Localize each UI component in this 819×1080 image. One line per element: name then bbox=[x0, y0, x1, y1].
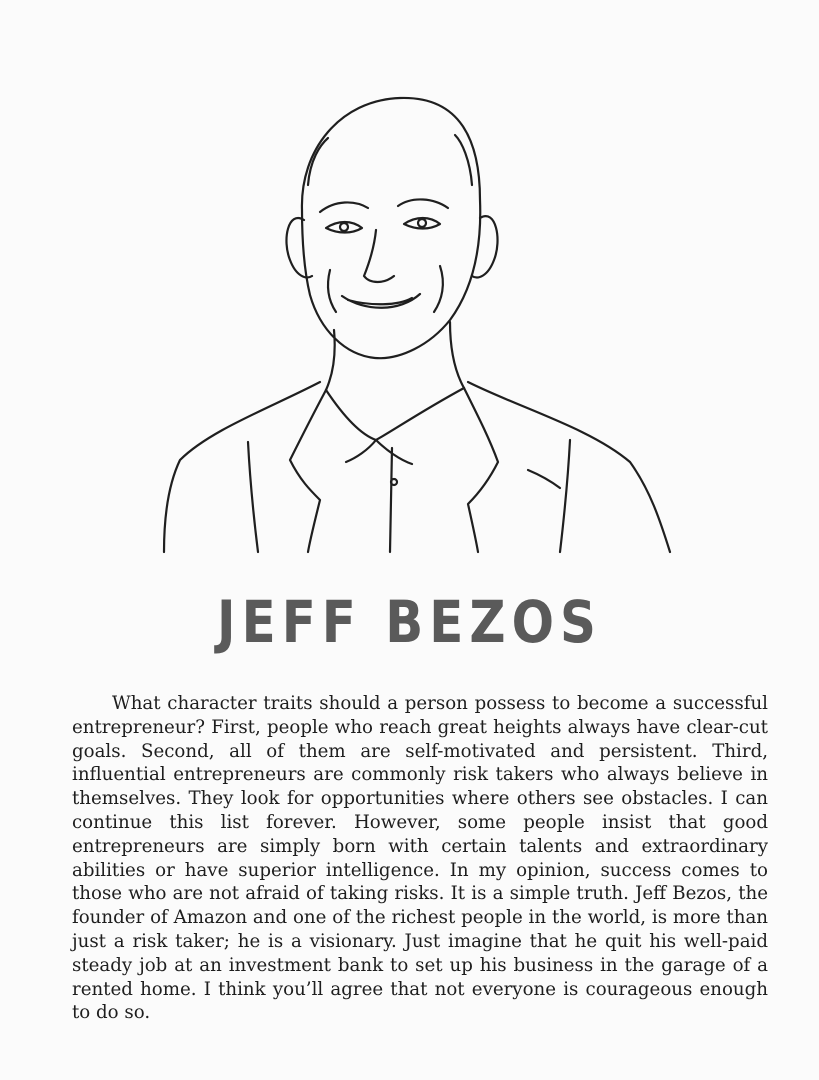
body-paragraph: What character traits should a person possess to become a successful entrepreneur? First, people who reach great heights always have clear-cut goals. Second, all of them are self-motivated and persistent. Third, influential entrepreneurs are commonly risk takers who always believe in themselves. They look for opportunities where others see obstacles. I can continue this list forever. However, some people insist that good entrepreneurs are simply born with certain talents and extraordinary abilities or have superior intelligence. In my opinion, success comes to those who are not afraid of taking risks. It is a simple truth. Jeff Bezos, the founder of Amazon and one of the richest people in the world, is more than just a risk taker; he is a visionary. Just imagine that he quit his well-paid steady job at an investment bank to set up his business in the garage of a rented home. I think you’ll agree that not everyone is courageous enough to do so. bbox=[72, 693, 768, 1024]
portrait-illustration bbox=[150, 90, 690, 560]
page-title: JEFF BEZOS bbox=[217, 588, 602, 656]
jeff-bezos-portrait-icon bbox=[150, 90, 690, 560]
